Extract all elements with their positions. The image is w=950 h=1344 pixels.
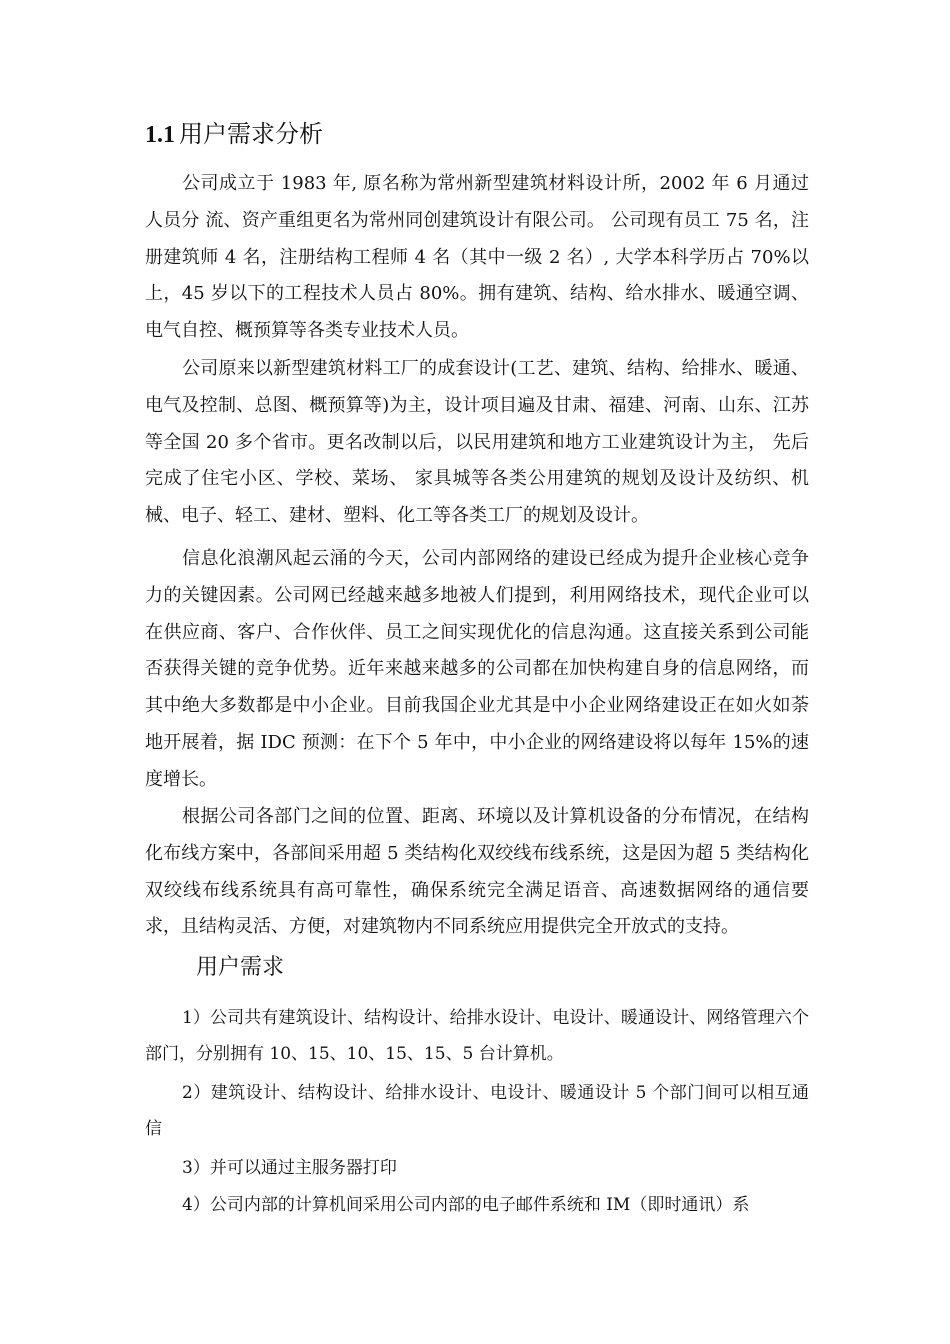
section-title: 用户需求分析 <box>179 120 323 148</box>
requirement-item-3: 3）并可以通过主服务器打印 <box>182 1158 397 1178</box>
requirement-item-1: 1）公司共有建筑设计、结构设计、给排水设计、电设计、暖通设计、网络管理六个部门，分别拥有 10、15、10、15、15、5 台计算机。 <box>145 1008 809 1064</box>
subheading-user-requirements: 用户需求 <box>196 955 285 980</box>
paragraph-company-overview: 公司成立于 1983 年, 原名称为常州新型建筑材料设计所，2002 年 6 月通过人员分 流、资产重组更名为常州同创建筑设计有限公司。 公司现有员工 75 名，注册建筑师 4 名，注册结构工程师 4 名（其中一级 2 名）, 大学本科学历占 70%以上，45 岁以下的工程技术人员占 80%。拥有建筑、结构、给水排水、暖通空调、电气自控、概预算等各类专业技术人员。 <box>145 173 809 342</box>
section-number: 1.1 <box>145 122 175 148</box>
requirement-item-4: 4）公司内部的计算机间采用公司内部的电子邮件系统和 IM（即时通讯）系 <box>182 1195 750 1215</box>
paragraph-cabling-plan: 根据公司各部门之间的位置、距离、环境以及计算机设备的分布情况，在结构化布线方案中，各部间采用超 5 类结构化双绞线布线系统，这是因为超 5 类结构化双绞线布线系统具有高可靠性，确保系统完全满足语音、高速数据网络的通信要求，且结构灵活、方便，对建筑物内不同系统应用提供完全开放式的支持。 <box>145 806 809 938</box>
paragraph-design-history: 公司原来以新型建筑材料工厂的成套设计(工艺、建筑、结构、给排水、暖通、 电气及控制、总图、概预算等)为主，设计项目遍及甘肃、福建、河南、山东、江苏等全国 20 多个省市。更名改制以后，以民用建筑和地方工业建筑设计为主， 先后完成了住宅小区、学校、菜场、 家具城等各类公用建筑的规划及设计及纺织、机械、电子、轻工、建材、塑料、化工等各类工厂的规划及设计。 <box>145 358 809 527</box>
requirement-item-2: 2）建筑设计、结构设计、给排水设计、电设计、暖通设计 5 个部门间可以相互通信 <box>145 1083 809 1139</box>
paragraph-network-importance: 信息化浪潮风起云涌的今天，公司内部网络的建设已经成为提升企业核心竞争力的关键因素。公司网已经越来越多地被人们提到，利用网络技术，现代企业可以在供应商、客户、合作伙伴、员工之间实现优化的信息沟通。这直接关系到公司能否获得关键的竞争优势。近年来越来越多的公司都在加快构建自身的信息网络，而其中绝大多数都是中小企业。目前我国企业尤其是中小企业网络建设正在如火如荼地开展着，据 IDC 预测：在下个 5 年中，中小企业的网络建设将以每年 15%的速度增长。 <box>145 548 809 790</box>
section-heading <box>145 118 323 151</box>
